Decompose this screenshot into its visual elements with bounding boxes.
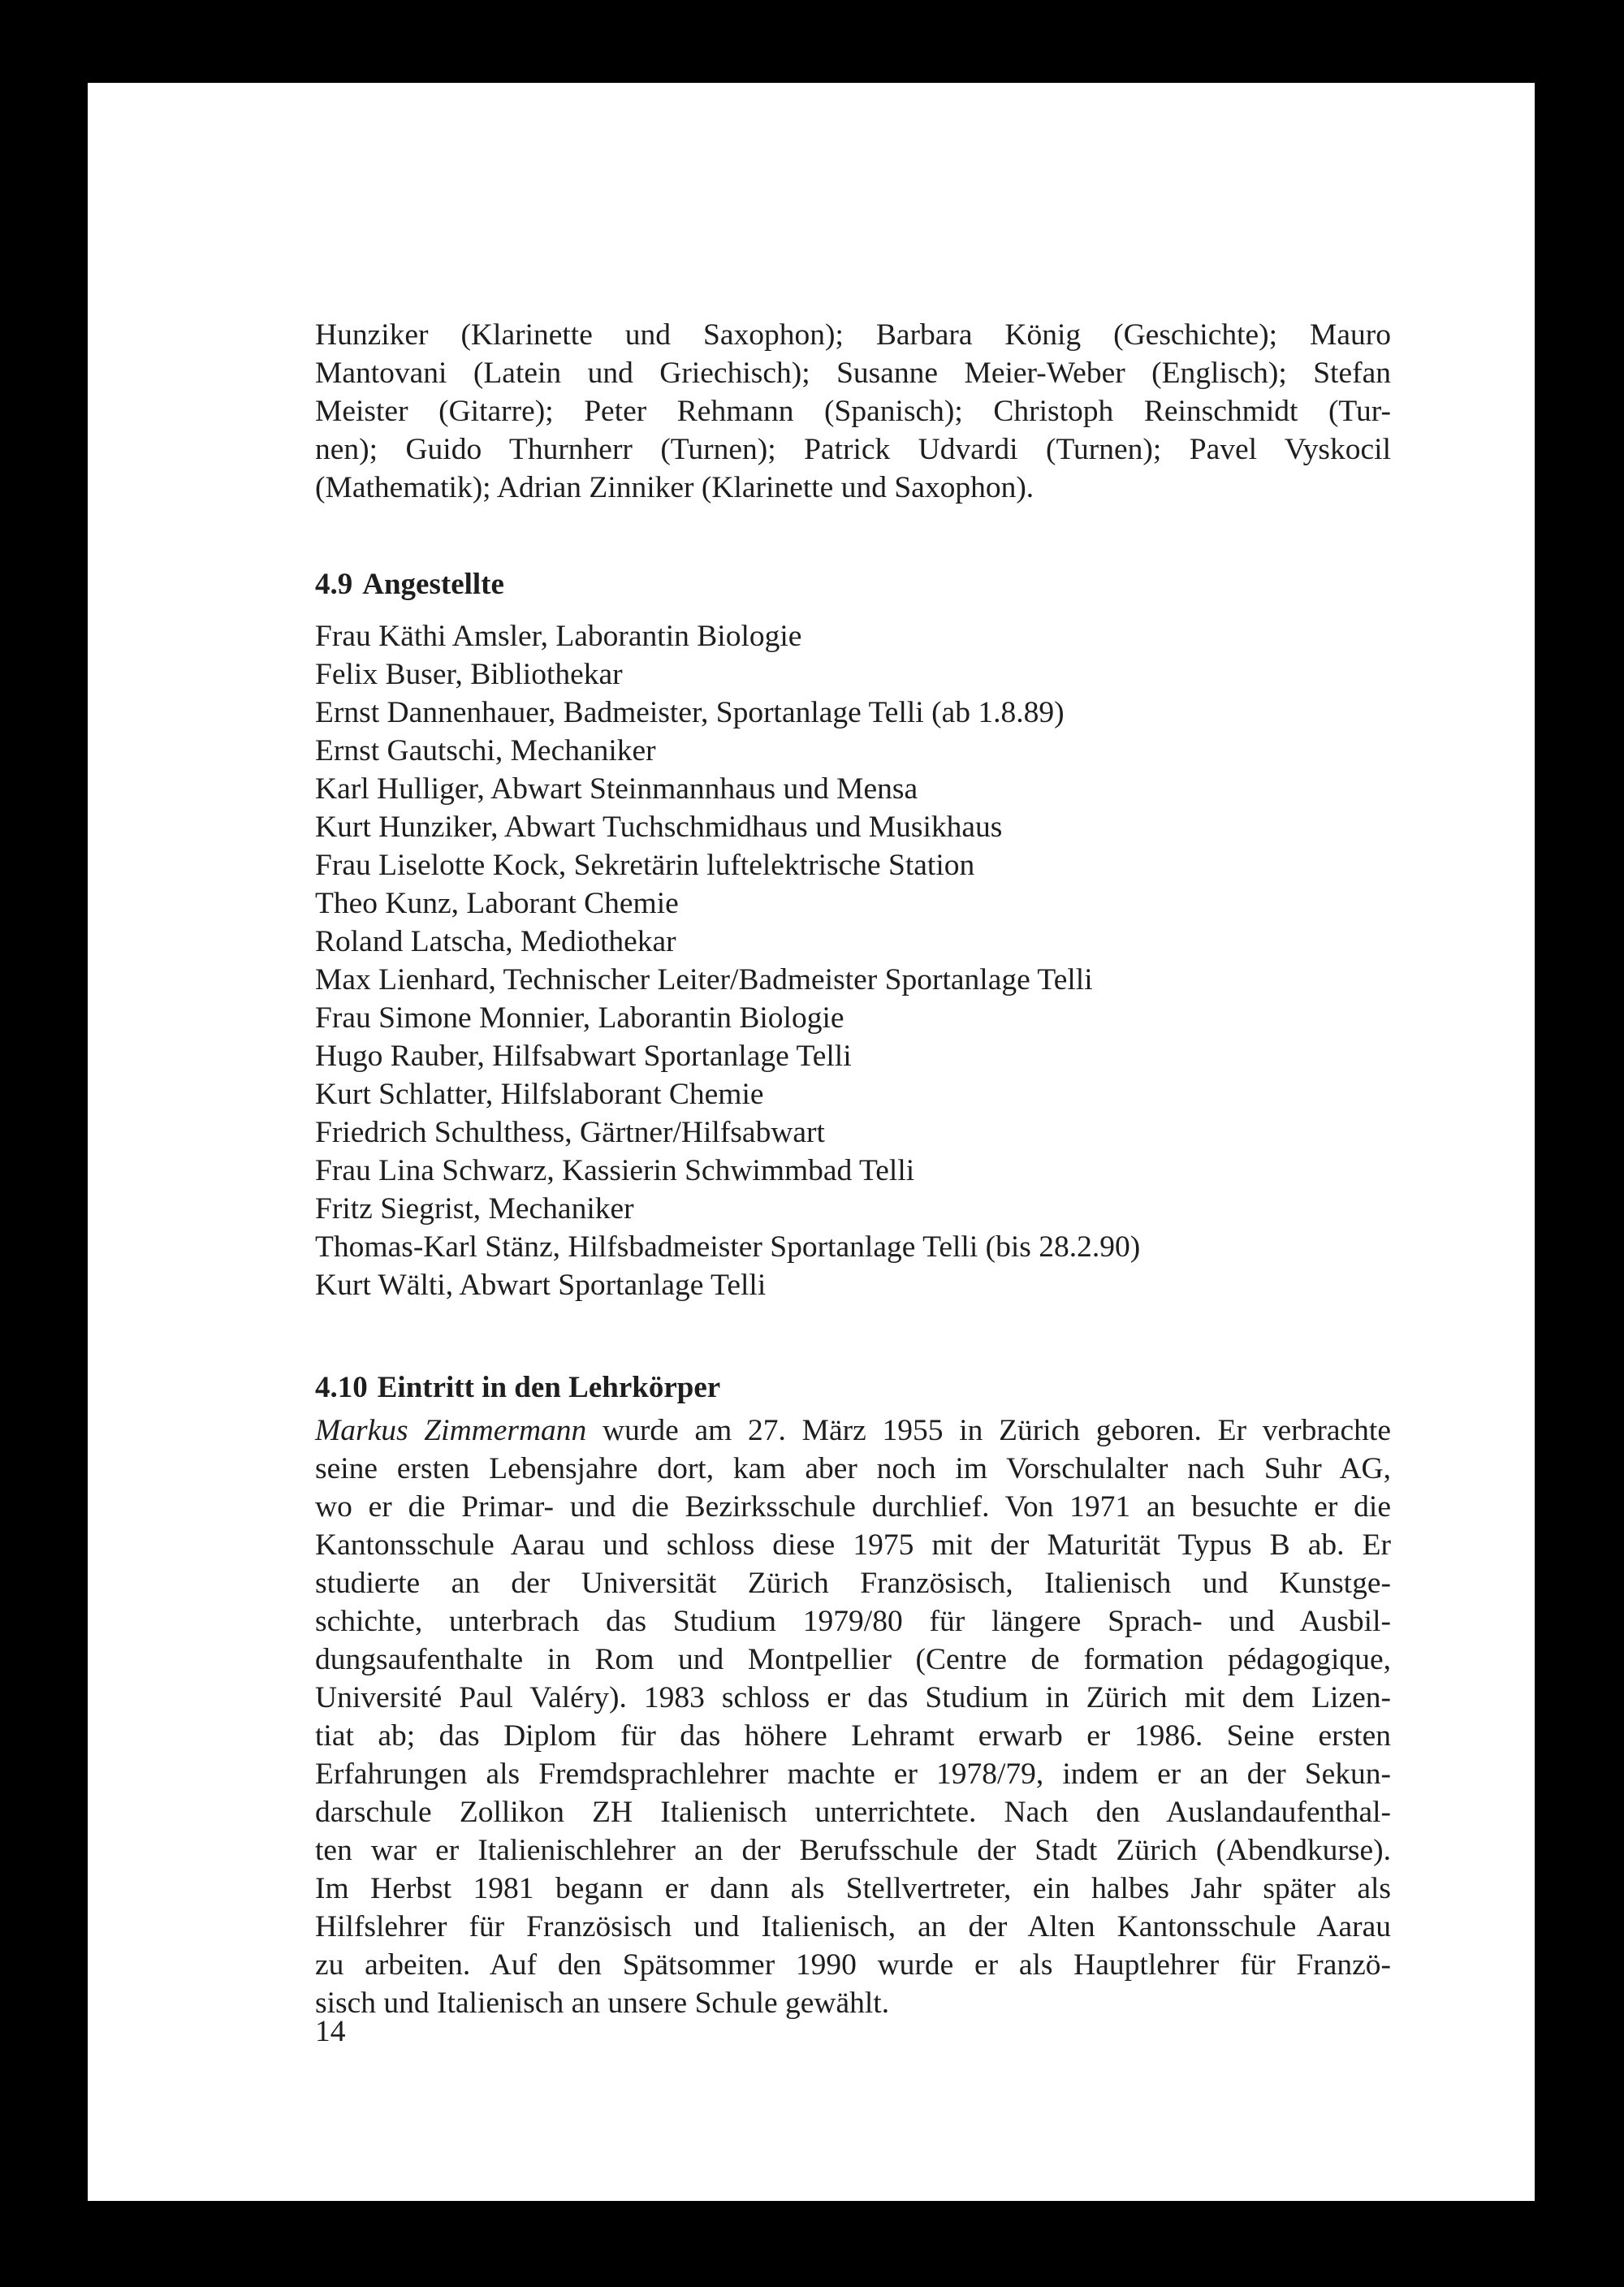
bio-line: Hilfslehrer für Französisch und Italienisch, an der Alten Kantonsschule Aarau <box>315 1910 1391 1943</box>
bio-line: tiat ab; das Diplom für das höhere Lehramt erwarb er 1986. Seine ersten <box>315 1719 1391 1753</box>
bio-line: seine ersten Lebensjahre dort, kam aber noch im Vorschulalter nach Suhr AG, <box>315 1452 1391 1485</box>
staff-item: Frau Liselotte Kock, Sekretärin luftelektrische Station <box>315 849 975 882</box>
staff-item: Frau Käthi Amsler, Laborantin Biologie <box>315 620 802 653</box>
staff-item: Hugo Rauber, Hilfsabwart Sportanlage Telli <box>315 1040 852 1073</box>
section-title: Eintritt in den Lehrkörper <box>377 1371 721 1404</box>
bio-line: Université Paul Valéry). 1983 schloss er das Studium in Zürich mit dem Lizen- <box>315 1681 1391 1714</box>
staff-item: Roland Latscha, Mediothekar <box>315 925 676 958</box>
staff-item: Karl Hulliger, Abwart Steinmannhaus und Mensa <box>315 772 918 806</box>
bio-line: zu arbeiten. Auf den Spätsommer 1990 wurde er als Hauptlehrer für Franzö- <box>315 1948 1391 1982</box>
section-heading-angestellte <box>315 565 1391 603</box>
staff-item: Fritz Siegrist, Mechaniker <box>315 1192 634 1226</box>
staff-item: Friedrich Schulthess, Gärtner/Hilfsabwart <box>315 1116 825 1149</box>
intro-line: nen); Guido Thurnherr (Turnen); Patrick Udvardi (Turnen); Pavel Vyskocil <box>315 433 1391 466</box>
bio-line: Im Herbst 1981 begann er dann als Stellvertreter, ein halbes Jahr später als <box>315 1872 1391 1905</box>
staff-item: Thomas-Karl Stänz, Hilfsbadmeister Sportanlage Telli (bis 28.2.90) <box>315 1230 1141 1264</box>
bio-line: sisch und Italienisch an unsere Schule gewählt. <box>315 1987 890 2020</box>
document-page <box>88 83 1535 2201</box>
staff-item: Kurt Schlatter, Hilfslaborant Chemie <box>315 1078 764 1111</box>
section-heading-eintritt <box>315 1368 1391 1407</box>
teacher-list-continuation <box>315 316 1391 507</box>
intro-line: Mantovani (Latein und Griechisch); Susanne Meier-Weber (Englisch); Stefan <box>315 357 1391 390</box>
bio-line: dungsaufenthalte in Rom und Montpellier (Centre de formation pédagogique, <box>315 1643 1391 1676</box>
staff-item: Theo Kunz, Laborant Chemie <box>315 887 679 920</box>
bio-person-name: Markus Zimmermann <box>315 1414 587 1447</box>
bio-line: wo er die Primar- und die Bezirksschule durchlief. Von 1971 an besuchte er die <box>315 1490 1391 1524</box>
bio-line: studierte an der Universität Zürich Französisch, Italienisch und Kunstge- <box>315 1567 1391 1600</box>
staff-item: Felix Buser, Bibliothekar <box>315 658 623 691</box>
intro-line: Hunziker (Klarinette und Saxophon); Barbara König (Geschichte); Mauro <box>315 318 1391 352</box>
section-number: 4.10 <box>315 1371 368 1404</box>
bio-line: Kantonsschule Aarau und schloss diese 1975 mit der Maturität Typus B ab. Er <box>315 1528 1391 1562</box>
staff-item: Frau Simone Monnier, Laborantin Biologie <box>315 1001 844 1035</box>
page-number: 14 <box>315 2015 346 2048</box>
staff-item: Ernst Dannenhauer, Badmeister, Sportanlage Telli (ab 1.8.89) <box>315 696 1065 729</box>
intro-line: (Mathematik); Adrian Zinniker (Klarinette und Saxophon). <box>315 471 1034 504</box>
staff-item: Frau Lina Schwarz, Kassierin Schwimmbad Telli <box>315 1154 915 1187</box>
bio-line: ten war er Italienischlehrer an der Berufsschule der Stadt Zürich (Abendkurse). <box>315 1834 1391 1867</box>
bio-line: darschule Zollikon ZH Italienisch unterrichtete. Nach den Auslandaufenthal- <box>315 1796 1391 1829</box>
bio-line: schichte, unterbrach das Studium 1979/80 für längere Sprach- und Ausbil- <box>315 1605 1391 1638</box>
section-title: Angestellte <box>362 568 504 601</box>
staff-item: Kurt Wälti, Abwart Sportanlage Telli <box>315 1269 767 1302</box>
staff-list <box>315 617 1391 1304</box>
biography-paragraph <box>315 1412 1391 2022</box>
staff-item: Ernst Gautschi, Mechaniker <box>315 734 656 767</box>
bio-line: Erfahrungen als Fremdsprachlehrer machte er 1978/79, indem er an der Sekun- <box>315 1757 1391 1791</box>
page-content <box>315 237 1391 2022</box>
bio-line <box>315 1412 1391 1450</box>
bio-first-line-text: wurde am 27. März 1955 in Zürich geboren. Er verbrachte <box>586 1414 1391 1447</box>
staff-item: Max Lienhard, Technischer Leiter/Badmeister Sportanlage Telli <box>315 963 1093 997</box>
intro-line: Meister (Gitarre); Peter Rehmann (Spanisch); Christoph Reinschmidt (Tur- <box>315 395 1391 428</box>
staff-item: Kurt Hunziker, Abwart Tuchschmidhaus und Musikhaus <box>315 811 1003 844</box>
section-number: 4.9 <box>315 568 353 601</box>
